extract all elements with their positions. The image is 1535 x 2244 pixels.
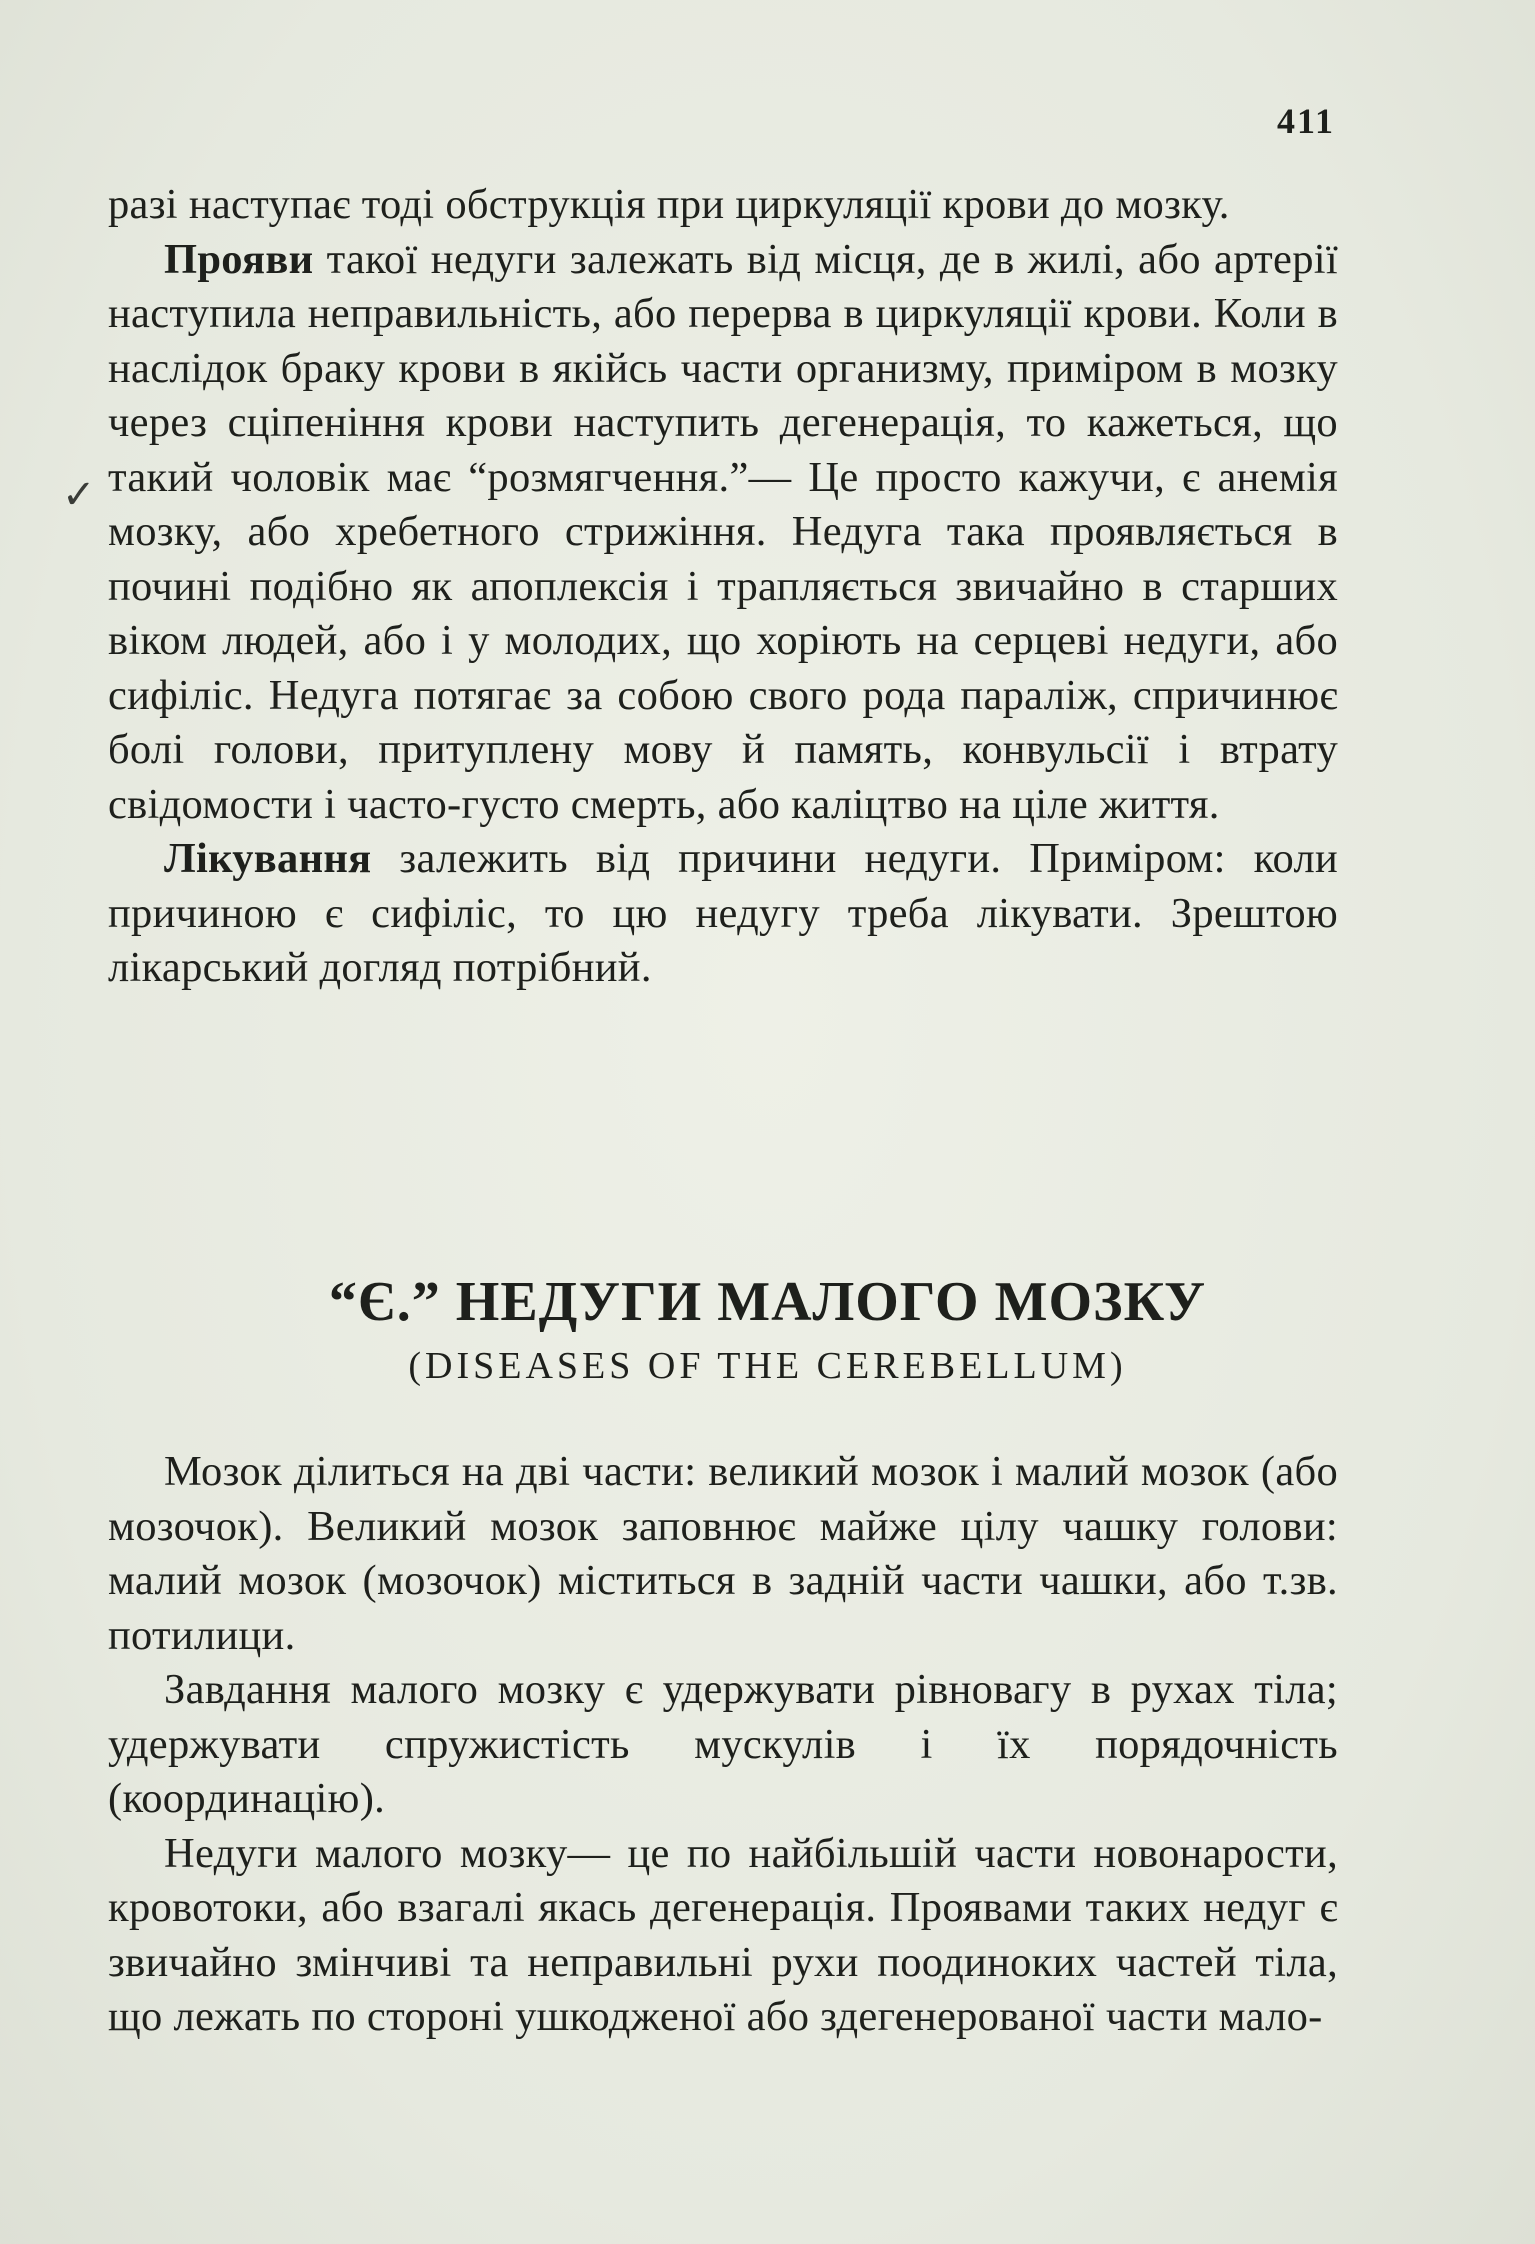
- section-title: “Є.” НЕДУГИ МАЛОГО МОЗКУ: [328, 1271, 1207, 1333]
- paragraph-continuation: [108, 178, 1338, 233]
- paragraph-treatment: [108, 832, 1338, 996]
- paragraph-lead-word: Лікування: [164, 835, 372, 882]
- margin-check-mark-icon: ✓: [62, 472, 96, 518]
- page-number: 411: [1276, 101, 1335, 141]
- paragraph-cerebellum-function: Завдання малого мозку є удержувати рівновагу в рухах тіла; удержувати спружистість мускулів і їх порядочність (координацію).: [108, 1666, 1338, 1822]
- text-block-top: [108, 178, 1338, 996]
- paragraph-text: залежить від причини недуги. Приміром: коли причиною є сифіліс, то цю недугу треба лікувати. Зрештою лікарський догляд потрібний.: [108, 835, 1338, 991]
- section-heading: [0, 1270, 1535, 1392]
- paragraph-brain-parts: Мозок ділиться на дві части: великий мозок і малий мозок (або мозочок). Великий мозок заповнює майже цілу чашку голови: малий мозок (мозочок) міститься в задній части чашки, або т.зв. потилици.: [108, 1448, 1338, 1659]
- paragraph-cerebellum-diseases: Недуги малого мозку— це по найбільшій части новонарости, кровотоки, або взагалі якась дегенерація. Проявами таких недуг є звичайно змінчиві та неправильні рухи поодиноких частей тіла, що лежать по стороні ушкодженої або здегенерованої части мало-: [108, 1829, 1338, 2040]
- paragraph-text: такої недуги залежать від місця, де в жилі, або артерії наступила неправильність, або перерва в циркуляції крови. Коли в наслідок браку крови в якійсь части организму, приміром в мозку через сціпеніння крови наступить дегенерація, то кажеться, що такий чоловік має “розмягчення.”— Це просто кажучи, є анемія мозку, або хребетного стрижіння. Недуга така проявляється в почині подібно як апоплексія і трапляється звичайно в старших віком людей, або і у молодих, що хоріють на серцеві недуги, або сифіліс. Недуга потягає за собою свого рода параліж, спричинює болі голови, притуплену мову й память, конвульсії і втрату свідомости і часто-густо смерть, або каліцтво на ціле життя.: [108, 235, 1338, 828]
- text-block-bottom: [108, 1445, 1338, 2045]
- paragraph-symptoms: [108, 233, 1338, 833]
- section-subtitle: (DISEASES OF THE CEREBELLUM): [408, 1345, 1127, 1387]
- paragraph-lead-word: Прояви: [164, 235, 314, 283]
- paragraph-text: разі наступає тоді обструкція при циркуляції крови до мозку.: [108, 181, 1230, 228]
